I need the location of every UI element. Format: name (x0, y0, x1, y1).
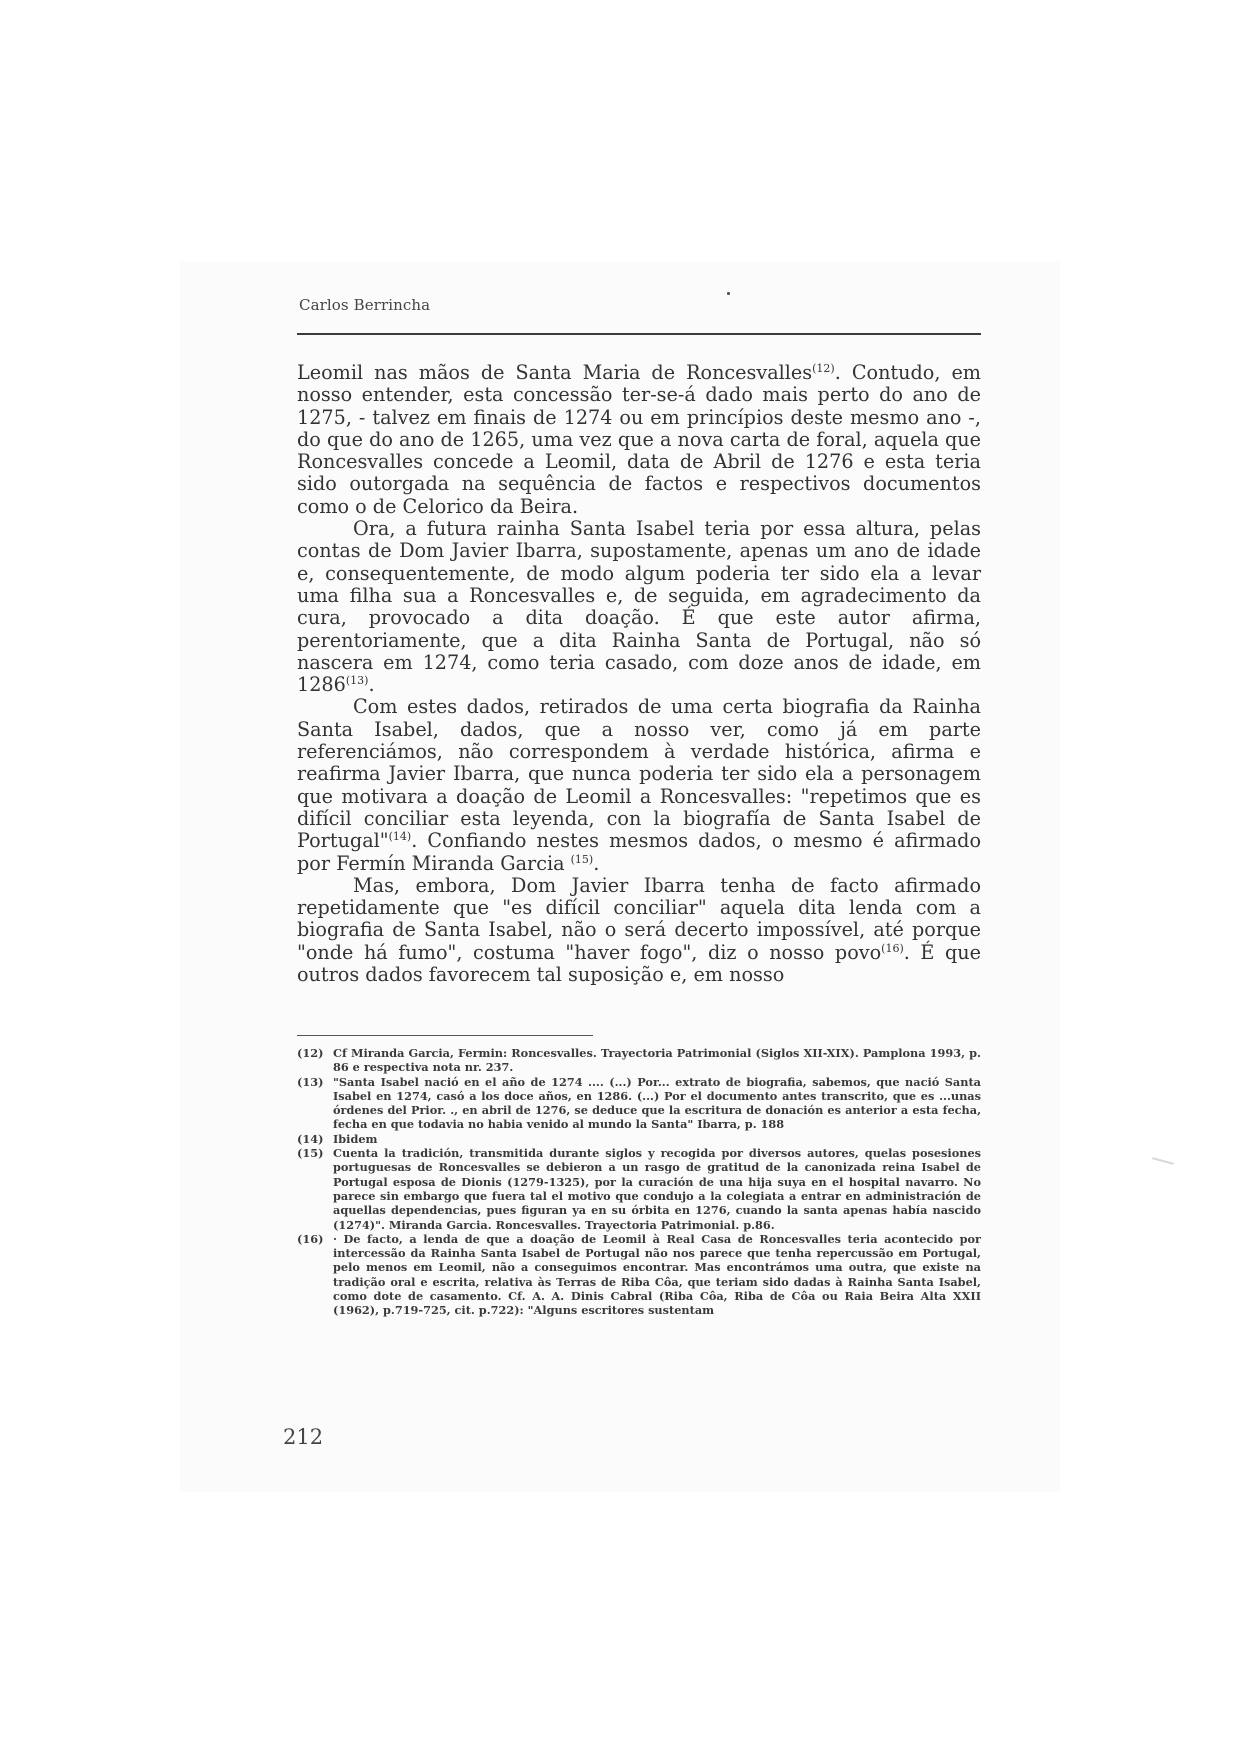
footnote-item (297, 1232, 981, 1318)
footnote-text: Ibidem (333, 1131, 378, 1146)
body-text-segment: Leomil nas mãos de Santa Maria de Roncesvalles (297, 361, 813, 384)
body-text-segment: . Contudo, em nosso entender, esta concessão ter-se-á dado mais perto do ano de 1275, - talvez em finais de 1274 ou em princípios deste mesmo ano -, do que do ano de 1265, uma vez que a nova carta de foral, aquela que Roncesvalles concede a Leomil, data de Abril de 1276 e esta teria sido outorgada na sequência de factos e respectivos documentos como o de Celorico da Beira. (297, 361, 981, 518)
footnote-reference[interactable]: (14) (388, 830, 412, 844)
footnote-text: Cuenta la tradición, transmitida durante siglos y recogida por diversos autores, quelas posesiones portuguesas de Roncesvalles se debieron a un rasgo de gratitud de la canonizada reina Isabel de Portugal esposa de Dionis (1279-1325), por la curación de una hija suya en el hospital navarro. No parece sin embargo que fuera tal el motivo que condujo a la colegiata a entrar en administración de aquellas dependencias, pues figuran ya en su órbita en 1276, cuando la santa apenas había nascido (1274)". Miranda Garcia. Roncesvalles. Trayectoria Patrimonial. p.86. (333, 1146, 981, 1232)
footnote-text: · De facto, a lenda de que a doação de Leomil à Real Casa de Roncesvalles teria acontecido por intercessão da Rainha Santa Isabel de Portugal não nos parece que tenha repercussão em Portugal, pelo menos em Leomil, não a conseguimos encontrar. Mas encontrámos uma outra, que existe na tradição oral e escrita, relativa às Terras de Riba Côa, que teriam sido dadas à Rainha Santa Isabel, como dote de casamento. Cf. A. A. Dinis Cabral (Riba Côa, Riba de Côa ou Raia Beira Alta XXII (1962), p.719-725, cit. p.722): "Alguns escritores sustentam (333, 1231, 981, 1318)
footnote-number: (12) (297, 1046, 324, 1060)
footnote-text: "Santa Isabel nació en el año de 1274 .... (...) Por... extrato de biografia, sabemos, que nació Santa Isabel en 1274, casó a los doce años, en 1286. (...) Por el documento antes transcrito, que es ...unas órdenes del Prior. ., en abril de 1276, se deduce que la escritura de donación es anterior a esta fecha, fecha en que todavia no habia venido al mundo la Santa" Ibarra, p. 188 (333, 1074, 981, 1132)
header-rule (297, 333, 981, 335)
footnote-reference[interactable]: (13) (345, 674, 369, 688)
body-text-segment: Ora, a futura rainha Santa Isabel teria por essa altura, pelas contas de Dom Javier Ibarra, supostamente, apenas um ano de idade e, consequentemente, de modo algum poderia ter sido ela a levar uma filha sua a Roncesvalles e, de seguida, em agradecimento da cura, provocado a dita doação. É que este autor afirma, perentoriamente, que a dita Rainha Santa de Portugal, não só nascera em 1274, como teria casado, com doze anos de idade, em 1286 (297, 517, 981, 697)
footnote-item (297, 1075, 981, 1132)
footnote-item (297, 1132, 981, 1146)
footnote-reference[interactable]: (12) (812, 362, 835, 375)
footnote-number: (15) (297, 1146, 324, 1161)
footnotes (297, 1046, 981, 1318)
footnote-number: (14) (297, 1131, 324, 1146)
body-text-segment: . (368, 673, 375, 697)
scan-edge-mark (1152, 1157, 1174, 1165)
footnote-number: (16) (297, 1231, 324, 1246)
footnote-item (297, 1146, 981, 1232)
body-paragraph (297, 518, 981, 696)
scan-speck (727, 292, 730, 295)
footnote-separator-rule (297, 1035, 593, 1036)
footnote-text: Cf Miranda Garcia, Fermin: Roncesvalles. Trayectoria Patrimonial (Siglos XII-XIX). Pamplona 1993, p. 86 e respectiva nota nr. 237. (333, 1046, 981, 1075)
body-paragraph (297, 362, 981, 518)
footnote-reference[interactable]: (15) (570, 852, 594, 866)
body-text-segment: . (593, 851, 600, 875)
footnote-item (297, 1046, 981, 1075)
body-text-segment: . É que outros dados favorecem tal suposição e, em nosso (297, 940, 981, 987)
body-text-segment: . Confiando nestes mesmos dados, o mesmo é afirmado por Fermín Miranda Garcia (297, 829, 981, 875)
footnote-reference[interactable]: (16) (881, 941, 904, 955)
body-text-segment: Mas, embora, Dom Javier Ibarra tenha de facto afirmado repetidamente que "es difícil conciliar" aquela dita lenda com a biografia de Santa Isabel, não o será decerto impossível, até porque "onde há fumo", costuma "haver fogo", diz o nosso povo (297, 873, 981, 964)
running-head-author: Carlos Berrincha (299, 296, 431, 314)
body-paragraph (297, 696, 981, 874)
page-number: 212 (283, 1425, 324, 1449)
body-paragraph (297, 875, 981, 986)
body-text-segment: Com estes dados, retirados de uma certa biografia da Rainha Santa Isabel, dados, que a nosso ver, como já em parte referenciámos, não correspondem à verdade histórica, afirma e reafirma Javier Ibarra, que nunca poderia ter sido ela a personagem que motivara a doação de Leomil a Roncesvalles: "repetimos que es difícil conciliar esta leyenda, con la biografía de Santa Isabel de Portugal" (297, 695, 981, 853)
body-text (297, 362, 981, 986)
footnote-number: (13) (297, 1074, 324, 1089)
